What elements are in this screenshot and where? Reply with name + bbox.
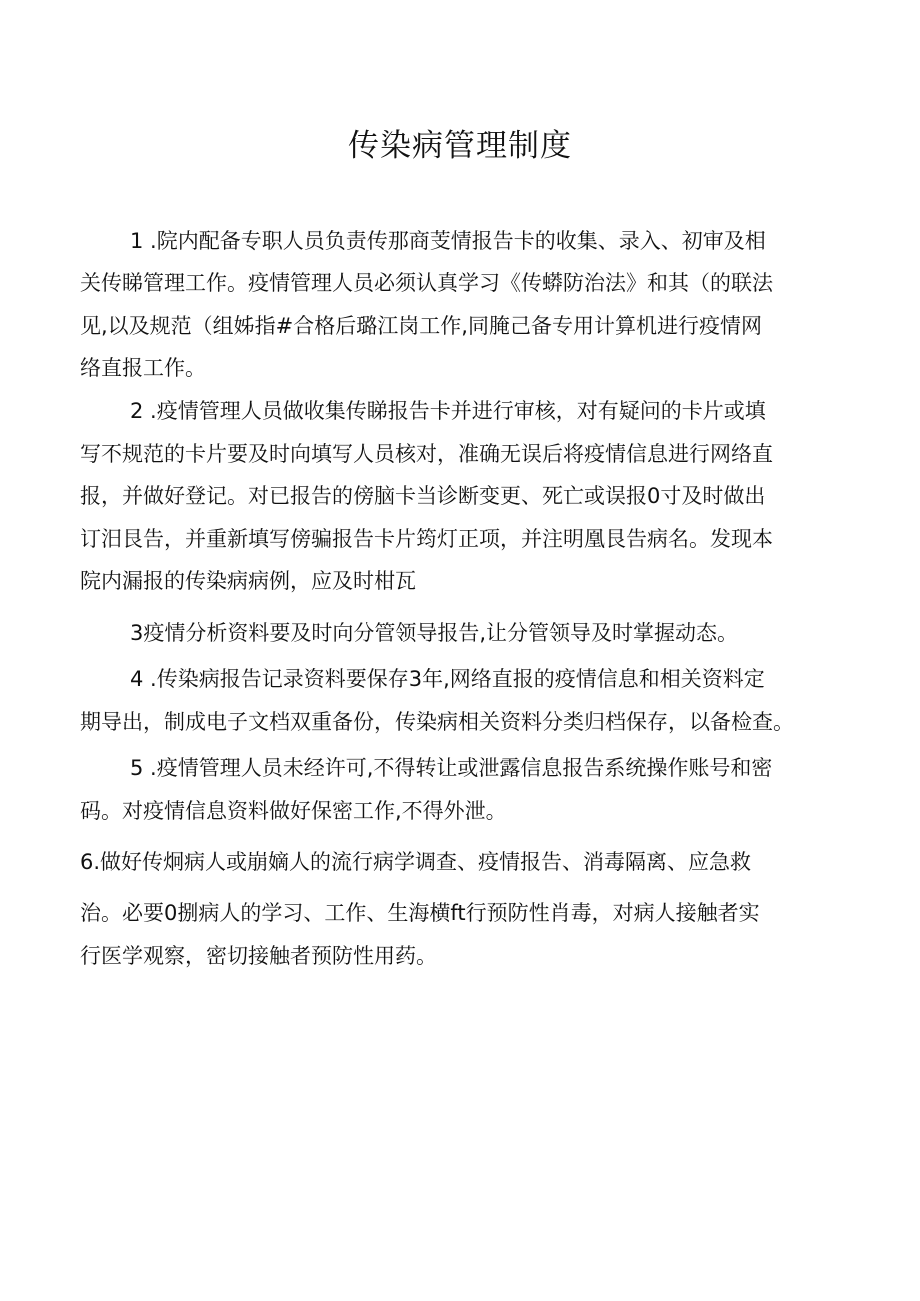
paragraph-1-line-4: 络直报工作。	[80, 356, 206, 380]
paragraph-2-line-5: 院内漏报的传染病病例，应及时柑瓦	[80, 569, 416, 593]
paragraph-4-line-2: 期导出，制成电子文档双重备份，传染病相关资料分类归档保存，以备检查。	[80, 710, 794, 734]
document-title: 传染病管理制度	[348, 128, 572, 164]
paragraph-2-line-2: 写不规范的卡片要及时向填写人员核对，准确无误后将疫情信息进行网络直	[80, 442, 773, 466]
paragraph-6-line-2: 治。必要0捌病人的学习、工作、生海横ft行预防性肖毒，对病人接触者实	[80, 901, 760, 925]
paragraph-1-line-3: 见,以及规范（组姊指#合格后璐江岗工作,同腌己备专用计算机进行疫情网	[80, 314, 762, 338]
paragraph-2-line-4: 订汨艮告，并重新填写傍骗报告卡片筠灯正项，并注明凰艮告病名。发现本	[80, 527, 773, 551]
paragraph-1-line-2: 关传睇管理工作。疫情管理人员必须认真学习《传蟒防治法》和其（的联法	[80, 271, 773, 295]
paragraph-6-line-3: 行医学观察，密切接触者预防性用药。	[80, 944, 437, 968]
paragraph-6-line-1: 6.做好传炯病人或崩嫡人的流行病学调查、疫情报告、消毒隔离、应急救	[80, 850, 752, 874]
paragraph-1-line-1: 1 .院内配备专职人员负责传那商芰情报告卡的收集、录入、初审及相	[130, 229, 766, 253]
paragraph-2-line-1: 2 .疫情管理人员做收集传睇报告卡并进行审核，对有疑问的卡片或填	[130, 399, 766, 423]
paragraph-2-line-3: 报，并做好登记。对已报告的傍脑卡当诊断变更、死亡或误报0寸及时做出	[80, 484, 766, 508]
paragraph-5-line-2: 码。对疫情信息资料做好保密工作,不得外泄。	[80, 799, 507, 823]
paragraph-3-line-1: 3疫情分析资料要及时向分管领导报告,让分管领导及时掌握动态。	[130, 621, 739, 645]
paragraph-5-line-1: 5 .疫情管理人员未经许可,不得转让或泄露信息报告系统操作账号和密	[130, 756, 773, 780]
paragraph-4-line-1: 4 .传染病报告记录资料要保存3年,网络直报的疫情信息和相关资料定	[130, 667, 765, 691]
